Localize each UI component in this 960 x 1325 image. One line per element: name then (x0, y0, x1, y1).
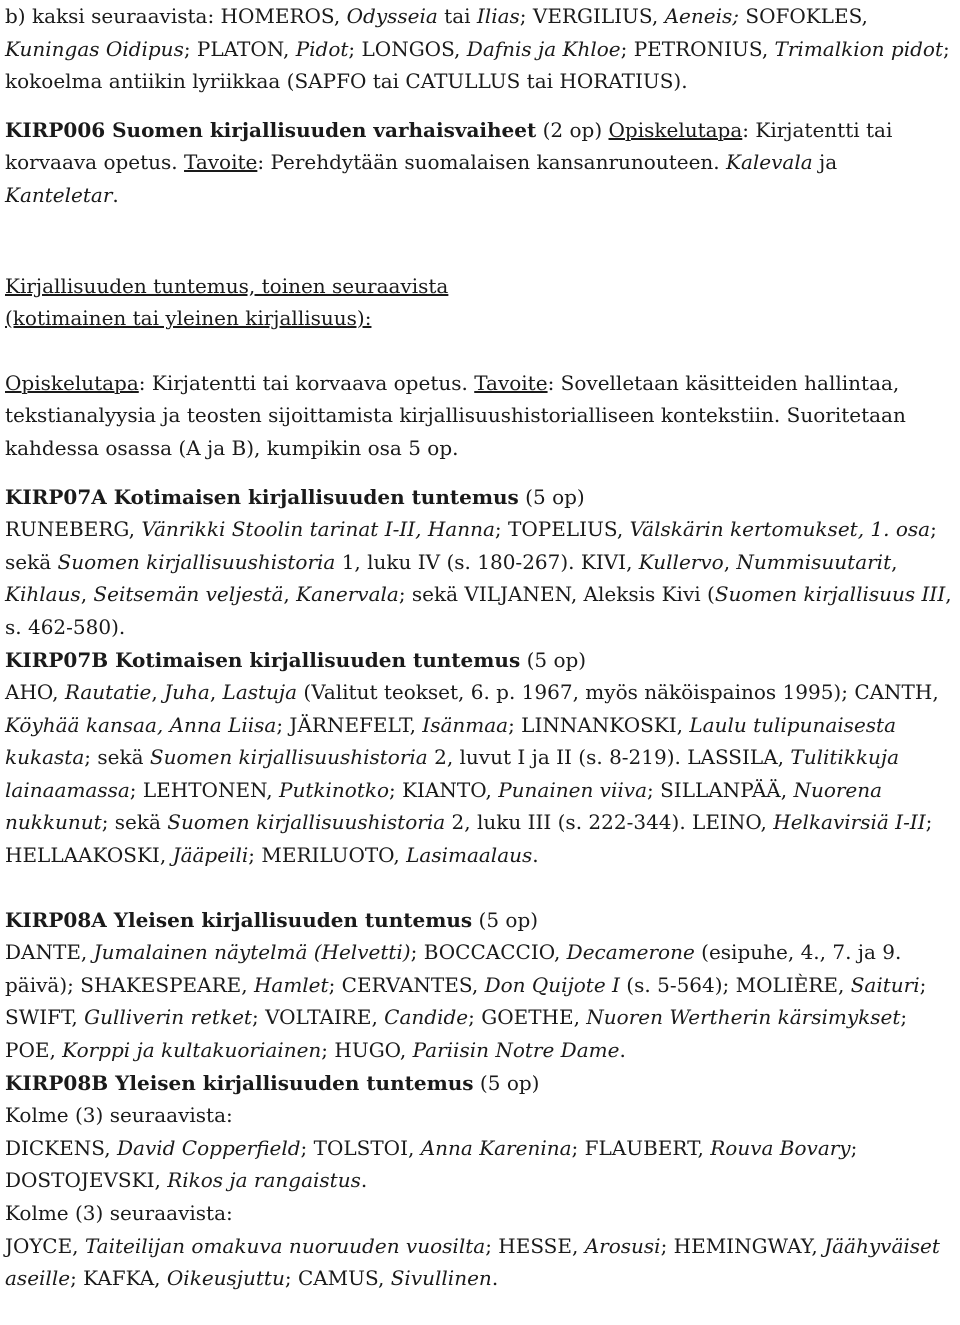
text-run: ; VERGILIUS, (519, 4, 665, 28)
text-run: ; KIANTO, (389, 777, 499, 802)
text-run: ; HEMINGWAY, (660, 1233, 825, 1258)
text-run: 2, luku III (s. 222-344). LEINO, (445, 810, 774, 835)
paragraph-kirp08b-list2 (5, 1230, 955, 1295)
text-run: ; HESSE, (485, 1233, 585, 1258)
title-italic: Candide (384, 1005, 469, 1030)
choose-three-label-1: Kolme (3) seuraavista: (5, 1103, 233, 1128)
text-run: (s. 5-564); MOLIÈRE, (619, 972, 851, 997)
title-italic: Dafnis ja Khloe (466, 36, 621, 61)
section-heading-line1: Kirjallisuuden tuntemus, toinen seuraavista (5, 273, 449, 298)
text-run: ; CERVANTES, (328, 972, 485, 997)
title-italic: Jäähyväiset aseille (5, 1233, 940, 1291)
title-italic: Taiteilijan omakuva nuoruuden vuosilta (84, 1233, 486, 1258)
text-run: ; GOETHE, (468, 1005, 587, 1030)
title-italic: Rautatie (64, 680, 152, 705)
text-run: , (151, 680, 165, 705)
text-run: ja (812, 150, 838, 175)
title-italic: Trimalkion pidot (774, 36, 943, 61)
title-italic: David Copperfield (116, 1135, 301, 1160)
title-italic: Välskärin kertomukset, 1. osa (629, 517, 931, 542)
title-italic: Suomen kirjallisuus III (714, 582, 946, 607)
course-credits: (5 op) (472, 907, 539, 932)
text-run: ; TOLSTOI, (300, 1135, 421, 1160)
title-italic: Sivullinen (390, 1266, 492, 1291)
title-italic: Nummisuutarit (736, 549, 892, 574)
text-run: , s. 462-580). (5, 582, 952, 639)
title-italic: Pidot (295, 36, 349, 61)
text-run: ; MERILUOTO, (248, 843, 407, 868)
text-run: tai (437, 4, 477, 28)
course-code-title: KIRP07B Kotimaisen kirjallisuuden tuntemus (5, 647, 521, 672)
text-run: AHO, (5, 680, 65, 705)
title-italic: Aeneis; (664, 4, 740, 28)
text-run: , (283, 582, 297, 607)
section-heading-line2: (kotimainen tai yleinen kirjallisuus): (5, 306, 372, 331)
label-underlined: Opiskelutapa (608, 117, 743, 142)
title-italic: Seitsemän veljestä (93, 582, 284, 607)
text-run: , (891, 549, 898, 574)
course-title-kirp07a (5, 481, 955, 514)
text-bold: KIRP006 Suomen kirjallisuuden varhaisvaiheet (5, 117, 537, 142)
title-italic: Saituri (850, 972, 920, 997)
text-run: ; SILLANPÄÄ, (647, 777, 794, 802)
text-run: ; DOSTOJEVSKI, (5, 1135, 858, 1193)
title-italic: Gulliverin retket (84, 1005, 252, 1030)
title-italic: Putkinotko (279, 777, 390, 802)
text-run: ; LINNANKOSKI, (508, 712, 690, 737)
title-italic: Hamlet (253, 972, 329, 997)
text-run: , (80, 582, 94, 607)
paragraph-section-intro (5, 367, 955, 465)
title-italic: Suomen kirjallisuushistoria (57, 549, 336, 574)
text-run: : Sovelletaan käsitteiden hallintaa, tekstianalyysia ja teosten sijoittamista kirjallisuushistorialliseen kontekstiin. Suoritetaan kahdessa osassa (A ja B), kumpikin osa 5 op. (5, 370, 906, 460)
course-code-title: KIRP08A Yleisen kirjallisuuden tuntemus (5, 907, 473, 932)
text-run: (2 op) (536, 117, 609, 142)
document-page (5, 0, 955, 1295)
title-italic: Kanteletar (5, 182, 113, 207)
title-italic: Ilias (476, 4, 520, 28)
course-title-kirp08a (5, 904, 955, 937)
paragraph-kirp07b (5, 676, 955, 872)
text-run: ; LEHTONEN, (129, 777, 279, 802)
text-run: ; SWIFT, (5, 972, 927, 1030)
course-credits: (5 op) (520, 647, 587, 672)
label-underlined: Opiskelutapa (5, 370, 139, 395)
title-italic: Oikeusjuttu (166, 1266, 285, 1291)
text-run: 2, luvut I ja II (s. 8-219). LASSILA, (427, 745, 791, 770)
text-run: , (723, 549, 737, 574)
text-run: ; CAMUS, (284, 1266, 391, 1291)
text-run: : Kirjatentti tai korvaava opetus. (138, 370, 475, 395)
text-run: . (112, 182, 119, 207)
title-italic: Helkavirsiä I-II (773, 810, 926, 835)
course-credits: (5 op) (473, 1070, 540, 1095)
text-run: b) kaksi seuraavista: HOMEROS, (5, 4, 347, 28)
text-run: ; FLAUBERT, (571, 1135, 711, 1160)
text-run: ; PETRONIUS, (620, 36, 775, 61)
title-italic: Kanervala (296, 582, 399, 607)
title-italic: Nuoren Wertherin kärsimykset (586, 1005, 901, 1030)
text-run: ; JÄRNEFELT, (276, 712, 423, 737)
label-underlined: Tavoite (184, 150, 258, 175)
course-credits: (5 op) (518, 484, 585, 509)
text-run: ; POE, (5, 1005, 908, 1063)
paragraph-kirp07a (5, 513, 955, 643)
title-italic: Köyhää kansaa, Anna Liisa (5, 712, 277, 737)
text-run: : Perehdytään suomalaisen kansanrunouteen. (257, 150, 727, 175)
text-run: ; HELLAAKOSKI, (5, 810, 933, 868)
text-run: . (619, 1038, 626, 1063)
title-italic: Jääpeili (172, 843, 249, 868)
text-run: ; sekä VILJANEN, Aleksis Kivi ( (398, 582, 715, 607)
paragraph-kirp006 (5, 114, 955, 212)
title-italic: Kuningas Oidipus (5, 36, 184, 61)
text-run: ; LONGOS, (348, 36, 467, 61)
text-run: ; HUGO, (321, 1038, 413, 1063)
title-italic: Jumalainen näytelmä (Helvetti) (93, 940, 411, 965)
text-run: 1, luku IV (s. 180-267). KIVI, (335, 549, 639, 574)
title-italic: Punainen viiva (498, 777, 647, 802)
text-run: , (209, 680, 223, 705)
title-italic: Rouva Bovary (710, 1135, 851, 1160)
title-italic: Suomen kirjallisuushistoria (149, 745, 428, 770)
text-run: ; TOPELIUS, (494, 517, 630, 542)
text-run: . (360, 1168, 368, 1193)
text-run: . (532, 843, 539, 868)
text-run: JOYCE, (5, 1233, 85, 1258)
paragraph-kirp08a (5, 936, 955, 1066)
title-italic: Nuorena nukkunut (5, 777, 883, 835)
title-italic: Arosusi (584, 1233, 661, 1258)
label-underlined: Tavoite (474, 370, 548, 395)
title-italic: Korppi ja kultakuoriainen (62, 1038, 322, 1063)
text-run: ; sekä (5, 517, 937, 574)
text-run: ; sekä (101, 810, 168, 835)
text-run: (Valitut teokset, 6. p. 1967, myös näköispainos 1995); CANTH, (297, 680, 939, 705)
text-run: ; PLATON, (183, 36, 296, 61)
title-italic: Lastuja (222, 680, 298, 705)
title-italic: Lasimaalaus (406, 843, 533, 868)
paragraph-antiquity-options (5, 0, 955, 98)
title-italic: Pariisin Notre Dame (412, 1038, 620, 1063)
course-title-kirp07b (5, 644, 955, 677)
title-italic: Odysseia (346, 4, 438, 28)
text-run: ; kokoelma antiikin lyriikkaa (SAPFO tai CATULLUS tai HORATIUS). (5, 36, 950, 94)
title-italic: Juha (164, 680, 210, 705)
title-italic: Kihlaus (5, 582, 81, 607)
title-italic: Decamerone (566, 940, 695, 965)
title-italic: Isänmaa (422, 712, 509, 737)
title-italic: Rikos ja rangaistus (167, 1168, 361, 1193)
text-run: . (491, 1266, 499, 1291)
paragraph-kirp08b-list1 (5, 1132, 955, 1197)
course-title-kirp08b (5, 1067, 955, 1100)
text-run: DANTE, (5, 940, 94, 965)
title-italic: Laulu tulipunaisesta kukasta (5, 712, 896, 770)
text-run: DICKENS, (5, 1135, 117, 1160)
text-run: ; sekä (84, 745, 150, 770)
text-run: (esipuhe, 4., 7. ja 9. päivä); SHAKESPEARE, (5, 940, 902, 997)
text-run: ; KAFKA, (70, 1266, 167, 1291)
text-run: ; BOCCACCIO, (410, 940, 567, 965)
title-italic: Suomen kirjallisuushistoria (167, 810, 446, 835)
text-run: RUNEBERG, (5, 517, 142, 542)
title-italic: Don Quijote I (484, 972, 620, 997)
choose-three-label-2: Kolme (3) seuraavista: (5, 1201, 233, 1225)
course-code-title: KIRP08B Yleisen kirjallisuuden tuntemus (5, 1070, 474, 1095)
title-italic: Kalevala (726, 150, 813, 175)
course-code-title: KIRP07A Kotimaisen kirjallisuuden tuntemus (5, 484, 519, 509)
title-italic: Anna Karenina (420, 1135, 572, 1160)
title-italic: Vänrikki Stoolin tarinat I-II, Hanna (141, 517, 495, 542)
text-run: SOFOKLES, (739, 4, 868, 28)
text-run: ; VOLTAIRE, (251, 1005, 385, 1030)
text-run: : Kirjatentti tai korvaava opetus. (5, 117, 893, 175)
title-italic: Tulitikkuja lainaamassa (5, 745, 900, 802)
title-italic: Kullervo (638, 549, 724, 574)
